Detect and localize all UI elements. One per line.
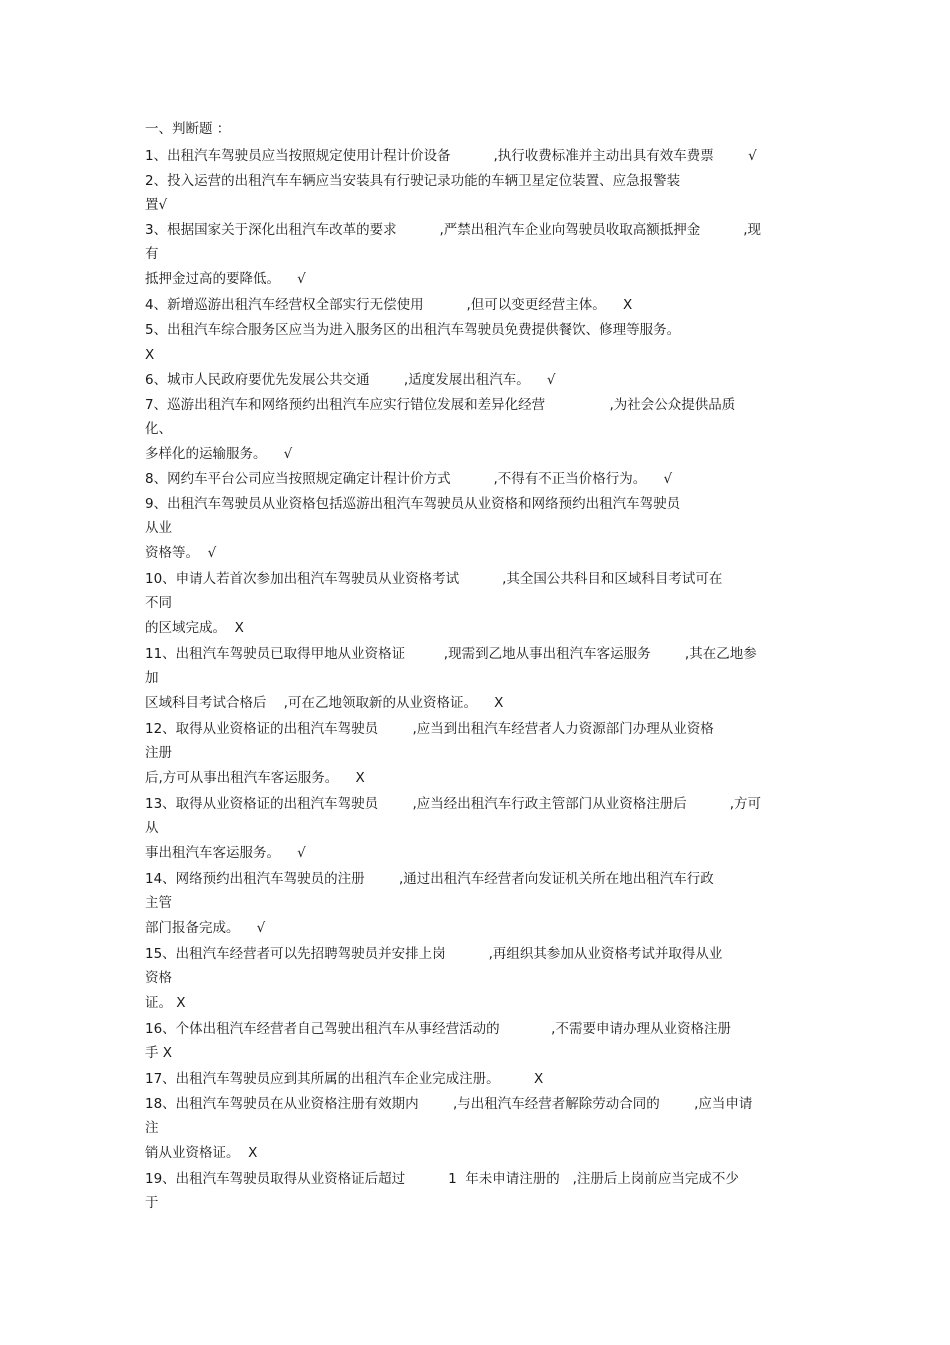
text-line: 手 X [145,1045,173,1061]
text-line: 17、出租汽车驾驶员应到其所属的出租汽车企业完成注册。 X [145,1071,544,1087]
text-line: 16、个体出租汽车经营者自己驾驶出租汽车从事经营活动的 ,不需要申请办理从业资格注册 [145,1021,731,1037]
text-line: 2、投入运营的出租汽车车辆应当安装具有行驶记录功能的车辆卫星定位装置、应急报警装 [145,173,681,189]
text-line: 资格 [145,970,172,986]
text-line: 3、根据国家关于深化出租汽车改革的要求 ,严禁出租汽车企业向驾驶员收取高额抵押金 ,现 [145,222,761,238]
text-line: 从业 [145,520,172,536]
text-line: 6、城市人民政府要优先发展公共交通 ,适度发展出租汽车。 √ [145,372,556,388]
text-line: 抵押金过高的要降低。 √ [145,271,306,287]
text-line: 11、出租汽车驾驶员已取得甲地从业资格证 ,现需到乙地从事出租汽车客运服务 ,其在乙地参 [145,646,757,662]
text-line: 从 [145,820,159,836]
text-line: 于 [145,1195,159,1211]
text-line: 12、取得从业资格证的出租汽车驾驶员 ,应当到出租汽车经营者人力资源部门办理从业资格 [145,721,714,737]
text-line: 13、取得从业资格证的出租汽车驾驶员 ,应当经出租汽车行政主管部门从业资格注册后 ,方可 [145,796,762,812]
text-line: 区域科目考试合格后 ,可在乙地领取新的从业资格证。 X [145,695,504,711]
text-line: 有 [145,246,159,262]
text-line: 9、出租汽车驾驶员从业资格包括巡游出租汽车驾驶员从业资格和网络预约出租汽车驾驶员 [145,496,681,512]
text-line: 18、出租汽车驾驶员在从业资格注册有效期内 ,与出租汽车经营者解除劳动合同的 ,应当申请 [145,1096,753,1112]
text-line: 1、出租汽车驾驶员应当按照规定使用计程计价设备 ,执行收费标准并主动出具有效车费票 √ [145,148,757,164]
text-line: 部门报备完成。 √ [145,920,266,936]
text-line: 10、申请人若首次参加出租汽车驾驶员从业资格考试 ,其全国公共科目和区域科目考试可在 [145,571,723,587]
text-line: 4、新增巡游出租汽车经营权全部实行无偿使用 ,但可以变更经营主体。 X [145,297,633,313]
text-line: 销从业资格证。 X [145,1145,258,1161]
text-line: 15、出租汽车经营者可以先招聘驾驶员并安排上岗 ,再组织其参加从业资格考试并取得从业 [145,946,723,962]
text-line: 证。 X [145,995,186,1011]
text-line: 化、 [145,421,172,437]
text-line: 注 [145,1120,159,1136]
text-line: 资格等。 √ [145,545,217,561]
text-line: 的区域完成。 X [145,620,244,636]
text-line: 置√ [145,197,168,213]
text-line: 事出租汽车客运服务。 √ [145,845,306,861]
text-line: 加 [145,670,159,686]
text-line: 7、巡游出租汽车和网络预约出租汽车应实行错位发展和差异化经营 ,为社会公众提供品质 [145,397,736,413]
text-line: 注册 [145,745,172,761]
text-line: 不同 [145,595,172,611]
text-line: 主管 [145,895,172,911]
text-line: 后,方可从事出租汽车客运服务。 X [145,770,365,786]
text-line: 19、出租汽车驾驶员取得从业资格证后超过 1 年未申请注册的 ,注册后上岗前应当完成不少 [145,1171,739,1187]
text-line: X [145,347,155,363]
section-title: 一、判断题 ： [145,121,231,137]
text-line: 14、网络预约出租汽车驾驶员的注册 ,通过出租汽车经营者向发证机关所在地出租汽车行政 [145,871,714,887]
text-line: 8、网约车平台公司应当按照规定确定计程计价方式 ,不得有不正当价格行为。 √ [145,471,673,487]
text-line: 多样化的运输服务。 √ [145,446,293,462]
text-line: 5、出租汽车综合服务区应当为进入服务区的出租汽车驾驶员免费提供餐饮、修理等服务。 [145,322,681,338]
